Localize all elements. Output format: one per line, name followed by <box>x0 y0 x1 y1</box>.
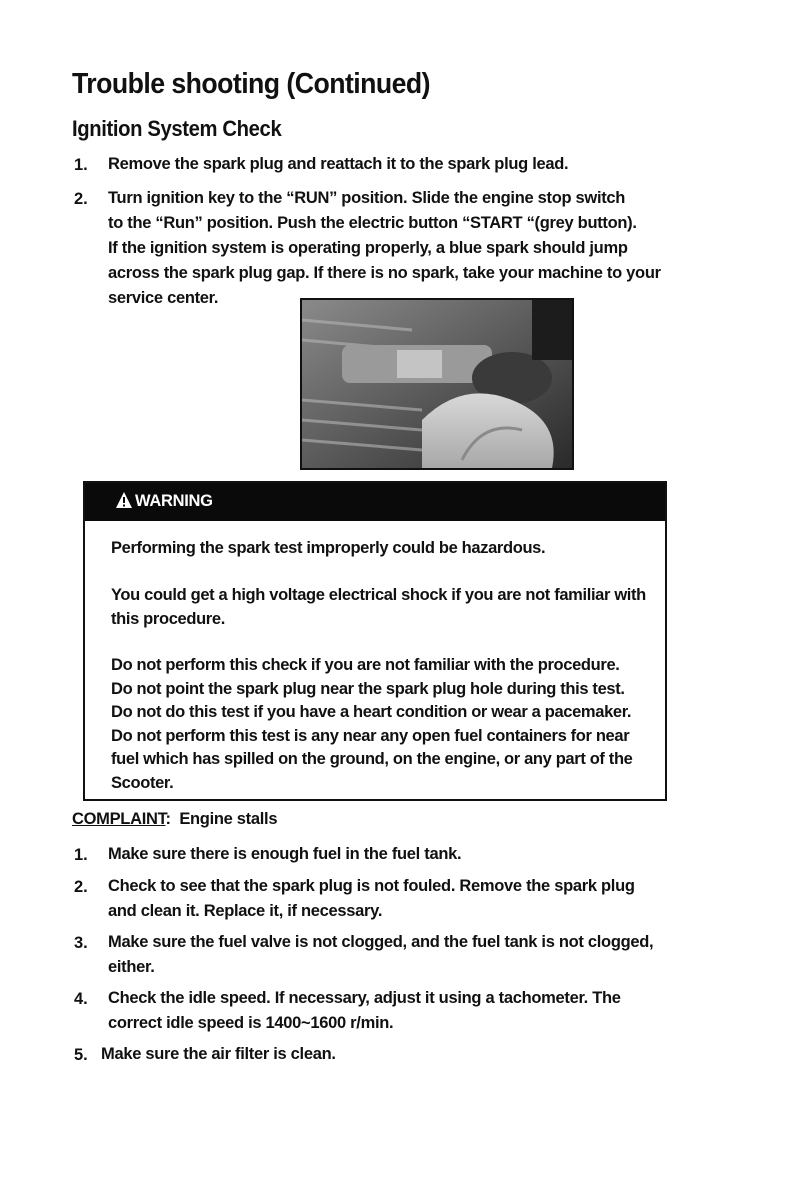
warning-header <box>85 483 665 521</box>
step-text: Make sure the air filter is clean. <box>101 1045 336 1063</box>
step-text: Make sure there is enough fuel in the fuel tank. <box>108 845 462 863</box>
step-number: 1. <box>74 846 88 864</box>
warning-triangle-icon <box>115 491 133 509</box>
step-number: 5. <box>74 1046 88 1064</box>
complaint-line: COMPLAINT: Engine stalls <box>72 810 278 828</box>
spark-plug-photo <box>300 298 574 470</box>
step-text: Remove the spark plug and reattach it to the spark plug lead. <box>108 155 569 173</box>
step-number: 1. <box>74 156 88 174</box>
warning-paragraph: Performing the spark test improperly could be hazardous. <box>111 539 546 557</box>
warning-paragraph: You could get a high voltage electrical shock if you are not familiar with this procedure. <box>111 586 646 628</box>
step-text: Turn ignition key to the “RUN” position. Slide the engine stop switch to the “Run” position. Push the electric button “START “(grey button). If the ignition system is operating properly, a blue spark should jump across the spark plug gap. If there is no spark, take your machine to your service center. <box>108 189 661 307</box>
warning-box <box>83 481 667 801</box>
step-text: Check the idle speed. If necessary, adjust it using a tachometer. The correct idle speed is 1400~1600 r/min. <box>108 989 621 1032</box>
step-number: 3. <box>74 934 88 952</box>
step-number: 2. <box>74 878 88 896</box>
complaint-text: Engine stalls <box>170 810 278 828</box>
step-number: 2. <box>74 190 88 208</box>
page-title: Trouble shooting (Continued) <box>72 68 431 100</box>
step-number: 4. <box>74 990 88 1008</box>
step-text: Make sure the fuel valve is not clogged, and the fuel tank is not clogged, either. <box>108 933 654 976</box>
step-text: Check to see that the spark plug is not fouled. Remove the spark plug and clean it. Replace it, if necessary. <box>108 877 635 920</box>
complaint-label: COMPLAINT <box>72 810 166 828</box>
section-heading: Ignition System Check <box>72 116 282 141</box>
warning-paragraph: Do not perform this check if you are not familiar with the procedure. Do not point the spark plug near the spark plug hole during this test. Do not do this test if you have a heart condition or wear a pacemaker. Do not perform this test is any near any open fuel containers for near fuel which has spilled on the ground, on the engine, or any part of the Scooter. <box>111 656 633 792</box>
warning-label: WARNING <box>135 492 213 510</box>
